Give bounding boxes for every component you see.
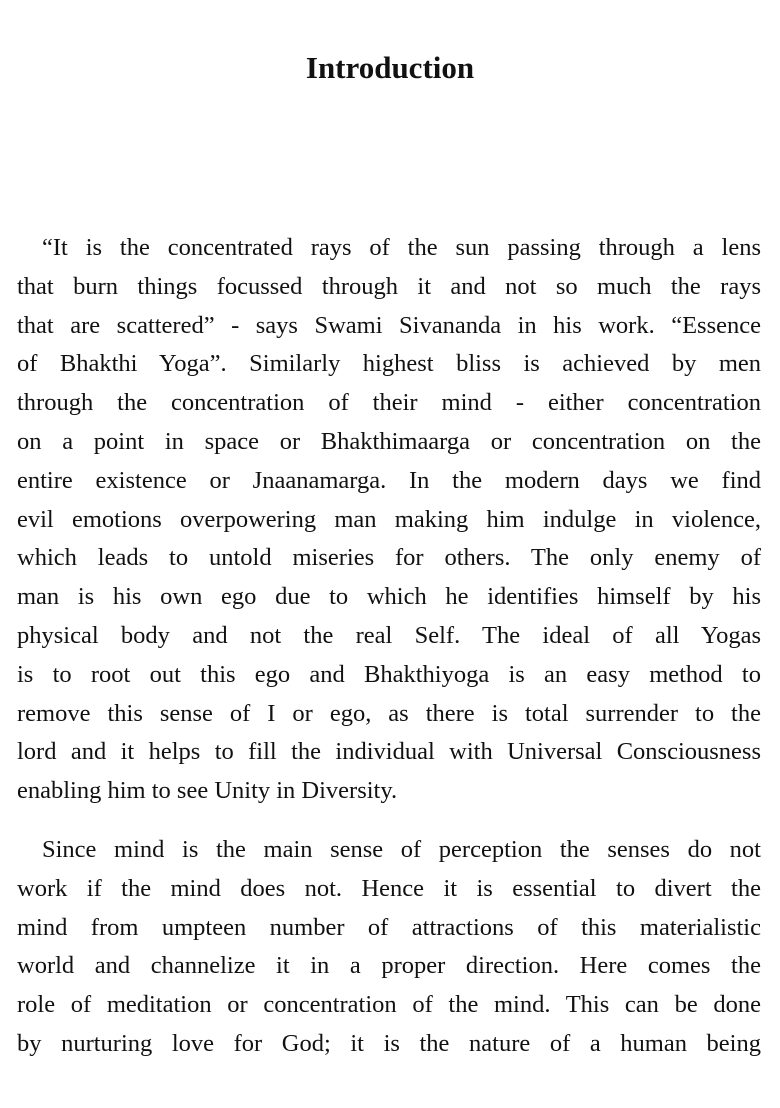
text-line: physical body and not the real Self. The ideal of all Yogas <box>17 621 761 649</box>
text-line: on a point in space or Bhakthimaarga or concentration on the <box>17 427 761 455</box>
text-line: that are scattered” - says Swami Sivananda in his work. “Essence <box>17 311 761 339</box>
text-line: through the concentration of their mind - either concentration <box>17 389 761 417</box>
text-line: Since mind is the main sense of perception the senses do not <box>42 836 761 863</box>
text-line: mind from umpteen number of attractions of this materialistic <box>17 913 761 941</box>
text-line: entire existence or Jnaanamarga. In the modern days we find <box>17 466 761 494</box>
text-line: world and channelize it in a proper direction. Here comes the <box>17 952 761 980</box>
text-line: is to root out this ego and Bhakthiyoga is an easy method to <box>17 660 761 688</box>
paragraph-1 <box>17 229 761 811</box>
paragraph-2 <box>17 831 761 1064</box>
text-line: enabling him to see Unity in Diversity. <box>17 777 398 805</box>
text-line: “It is the concentrated rays of the sun passing through a lens <box>42 234 761 261</box>
text-line: that burn things focussed through it and not so much the rays <box>17 272 761 300</box>
text-line: of Bhakthi Yoga”. Similarly highest bliss is achieved by men <box>17 350 761 378</box>
text-line: man is his own ego due to which he identifies himself by his <box>17 583 761 611</box>
text-line: lord and it helps to fill the individual with Universal Consciousness <box>17 738 761 766</box>
page-title: Introduction <box>305 50 475 85</box>
text-line: work if the mind does not. Hence it is essential to divert the <box>17 874 761 902</box>
text-line: which leads to untold miseries for others. The only enemy of <box>17 544 761 572</box>
text-line: by nurturing love for God; it is the nature of a human being <box>17 1029 761 1057</box>
text-line: role of meditation or concentration of the mind. This can be done <box>17 991 761 1019</box>
text-line: remove this sense of I or ego, as there is total surrender to the <box>17 699 761 727</box>
text-line: evil emotions overpowering man making him indulge in violence, <box>17 505 761 533</box>
